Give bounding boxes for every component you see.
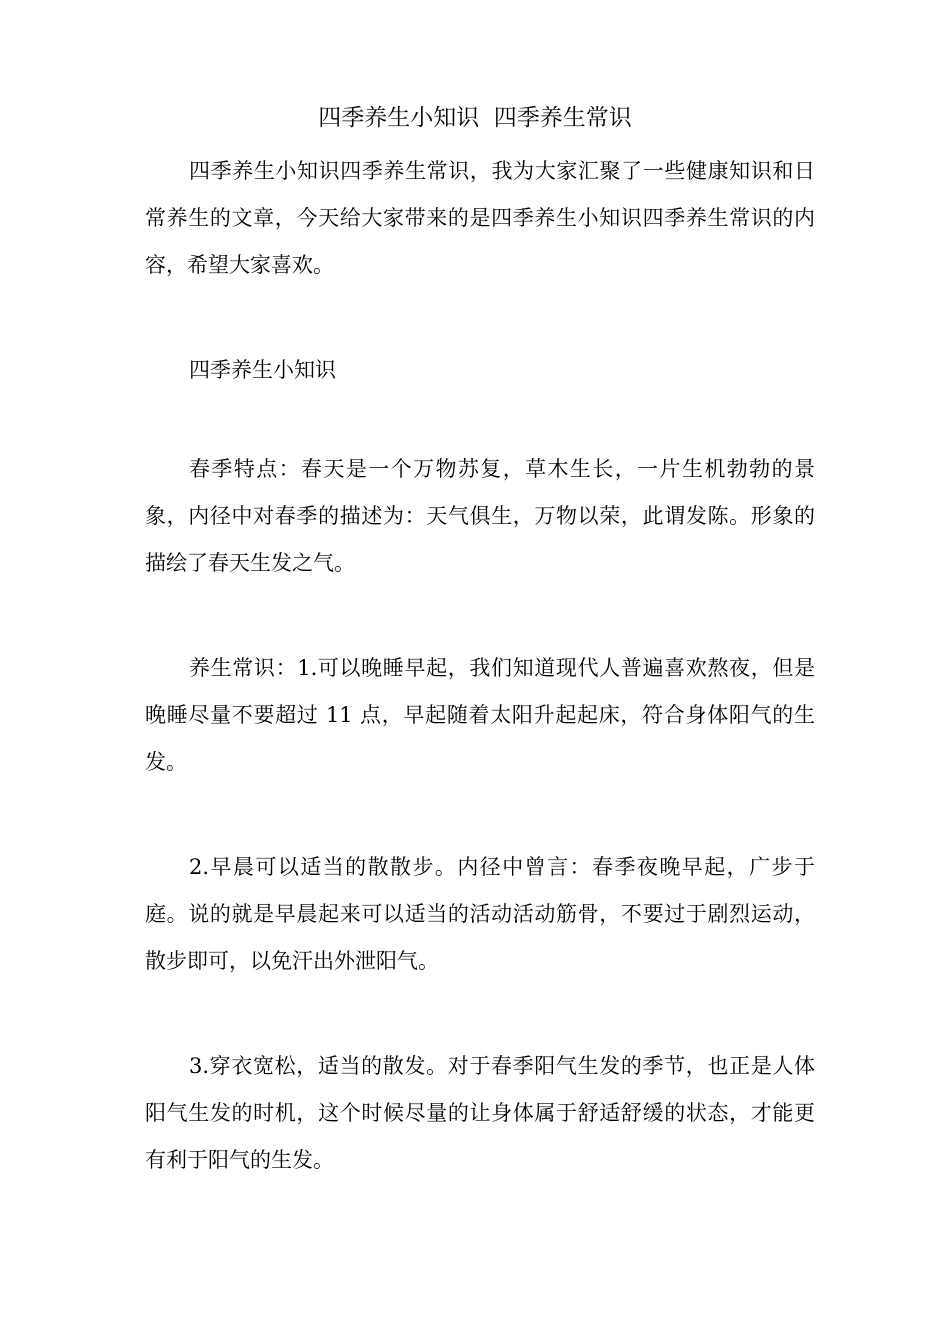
section-heading: 四季养生小知识 <box>189 358 336 382</box>
health-tip-3-paragraph: 3.穿衣宽松，适当的散发。对于春季阳气生发的季节，也正是人体阳气生发的时机，这个时候尽量的让身体属于舒适舒缓的状态，才能更有利于阳气的生发。 <box>145 1054 815 1172</box>
health-tip-1-paragraph: 养生常识：1.可以晚睡早起，我们知道现代人普遍喜欢熬夜，但是晚睡尽量不要超过 11 点，早起随着太阳升起起床，符合身体阳气的生发。 <box>145 656 815 774</box>
spring-features-paragraph: 春季特点：春天是一个万物苏复，草木生长，一片生机勃勃的景象，内径中对春季的描述为：天气俱生，万物以荣，此谓发陈。形象的描绘了春天生发之气。 <box>145 457 815 575</box>
health-tip-2-paragraph: 2.早晨可以适当的散散步。内径中曾言：春季夜晚早起，广步于庭。说的就是早晨起来可以适当的活动活动筋骨，不要过于剧烈运动，散步即可，以免汗出外泄阳气。 <box>145 855 815 973</box>
document-title: 四季养生小知识 四季养生常识 <box>318 105 632 131</box>
intro-paragraph: 四季养生小知识四季养生常识，我为大家汇聚了一些健康知识和日常养生的文章，今天给大家带来的是四季养生小知识四季养生常识的内容，希望大家喜欢。 <box>145 159 815 277</box>
